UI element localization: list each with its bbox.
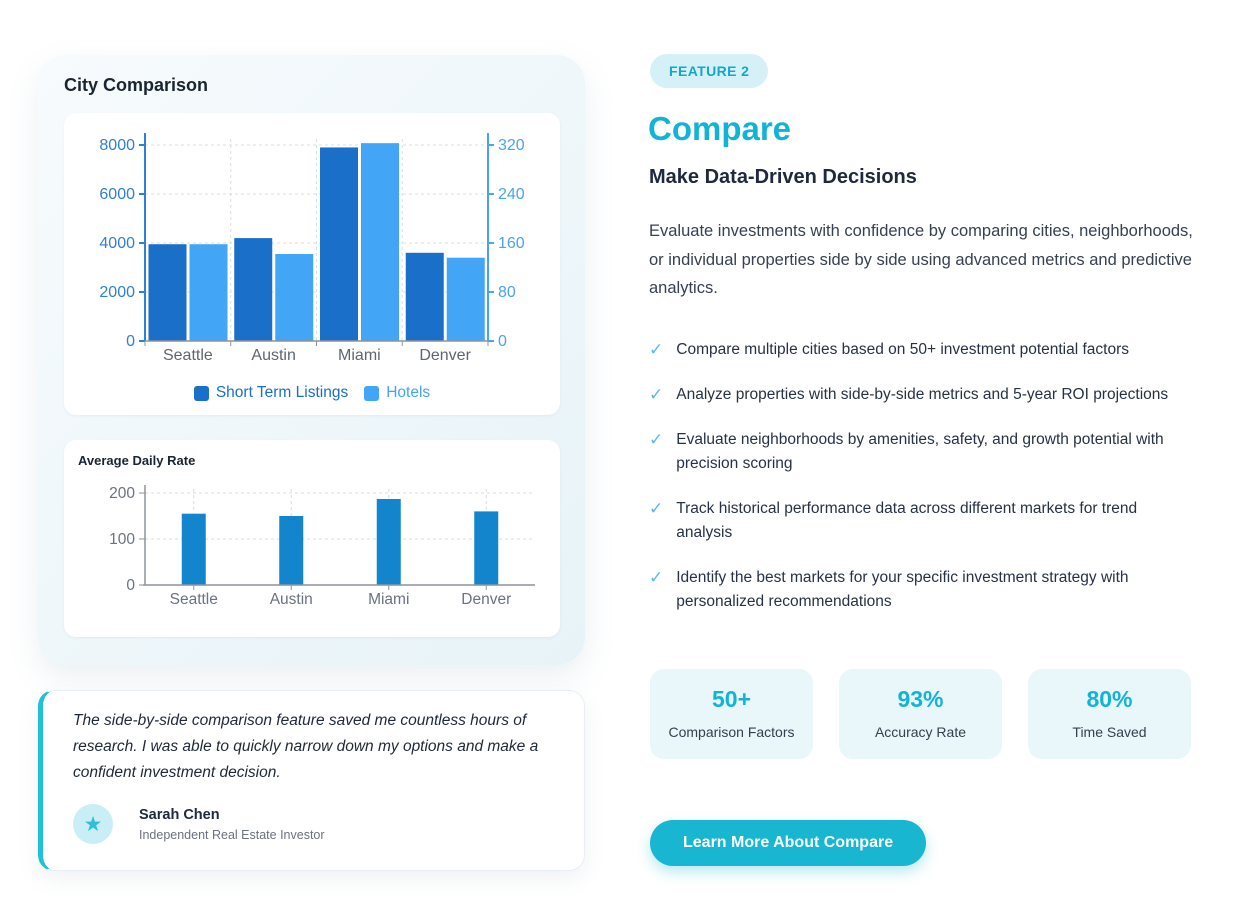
testimonial-author [73, 804, 325, 844]
svg-text:Austin: Austin [251, 347, 296, 364]
svg-text:4000: 4000 [99, 235, 135, 252]
benefit-item [649, 383, 1194, 407]
stat-value: 80% [1086, 686, 1133, 712]
legend-swatch-short-term-listings [194, 386, 209, 401]
testimonial-card [38, 690, 585, 871]
stat-label: Comparison Factors [668, 724, 795, 740]
feature-subtitle: Make Data-Driven Decisions [649, 166, 917, 188]
chart-legend [64, 384, 560, 402]
check-icon: ✓ [649, 340, 664, 359]
stat-card-comparison-factors [650, 669, 813, 759]
benefits-list [649, 338, 1194, 614]
svg-text:200: 200 [109, 485, 135, 502]
benefit-text: Analyze properties with side-by-side metrics and 5-year ROI projections [676, 386, 1169, 403]
svg-text:100: 100 [109, 531, 135, 548]
adr-chart-title: Average Daily Rate [78, 453, 196, 468]
stats-row [650, 669, 1191, 759]
svg-text:2000: 2000 [99, 284, 135, 301]
benefit-text: Identify the best markets for your specific investment strategy with personalized recommendations [676, 569, 1129, 610]
author-text [139, 807, 325, 842]
feature-badge: FEATURE 2 [650, 54, 768, 88]
avatar [73, 804, 113, 844]
legend-item-hotels[interactable] [364, 384, 430, 402]
legend-label-hotels: Hotels [386, 384, 431, 401]
benefit-item [649, 566, 1194, 614]
card-title: City Comparison [64, 75, 209, 95]
benefit-text: Evaluate neighborhoods by amenities, safety, and growth potential with precision scoring [676, 431, 1164, 472]
testimonial-quote: The side-by-side comparison feature saved me countless hours of research. I was able to quickly narrow down my options and make a confident investment decision. [73, 712, 539, 781]
learn-more-button[interactable]: Learn More About Compare [650, 820, 926, 866]
svg-text:Miami: Miami [338, 347, 381, 364]
benefit-item [649, 428, 1194, 476]
benefit-item [649, 338, 1194, 362]
chart-panel-listings [64, 113, 560, 415]
stat-label: Accuracy Rate [874, 724, 967, 740]
benefit-item [649, 497, 1194, 545]
svg-text:Denver: Denver [419, 347, 471, 364]
svg-text:160: 160 [498, 235, 525, 252]
svg-text:0: 0 [126, 577, 135, 594]
svg-text:320: 320 [498, 137, 525, 154]
svg-text:8000: 8000 [99, 137, 135, 154]
city-comparison-chart [76, 125, 548, 369]
chart-panel-adr [64, 440, 560, 637]
star-icon: ★ [83, 812, 103, 836]
legend-item-short-term-listings[interactable] [194, 384, 348, 402]
author-role: Independent Real Estate Investor [139, 827, 325, 842]
svg-text:6000: 6000 [99, 186, 135, 203]
author-name: Sarah Chen [139, 806, 220, 823]
benefit-text: Compare multiple cities based on 50+ investment potential factors [676, 341, 1130, 358]
average-daily-rate-chart [76, 478, 548, 624]
feature-description: Evaluate investments with confidence by comparing cities, neighborhoods, or individual properties side by side using advanced metrics and predictive analytics. [649, 222, 1193, 297]
stat-card-time-saved [1028, 669, 1191, 759]
legend-label-short-term-listings: Short Term Listings [215, 384, 349, 401]
svg-text:80: 80 [498, 284, 516, 301]
city-comparison-card [38, 55, 585, 665]
feature-title: Compare [648, 110, 792, 147]
benefit-text: Track historical performance data across different markets for trend analysis [676, 500, 1138, 541]
check-icon: ✓ [649, 568, 664, 587]
stat-label: Time Saved [1072, 724, 1147, 740]
svg-text:Austin: Austin [269, 591, 313, 608]
check-icon: ✓ [649, 385, 664, 404]
stat-card-accuracy-rate [839, 669, 1002, 759]
check-icon: ✓ [649, 499, 664, 518]
legend-swatch-hotels [364, 386, 379, 401]
stat-value: 93% [897, 686, 944, 712]
svg-text:Seattle: Seattle [169, 591, 218, 608]
svg-text:240: 240 [498, 186, 525, 203]
svg-text:0: 0 [126, 333, 135, 350]
svg-text:Miami: Miami [368, 591, 410, 608]
svg-text:Denver: Denver [461, 591, 512, 608]
check-icon: ✓ [649, 430, 664, 449]
svg-text:Seattle: Seattle [162, 347, 213, 364]
svg-text:0: 0 [498, 333, 507, 350]
stat-value: 50+ [711, 686, 751, 712]
